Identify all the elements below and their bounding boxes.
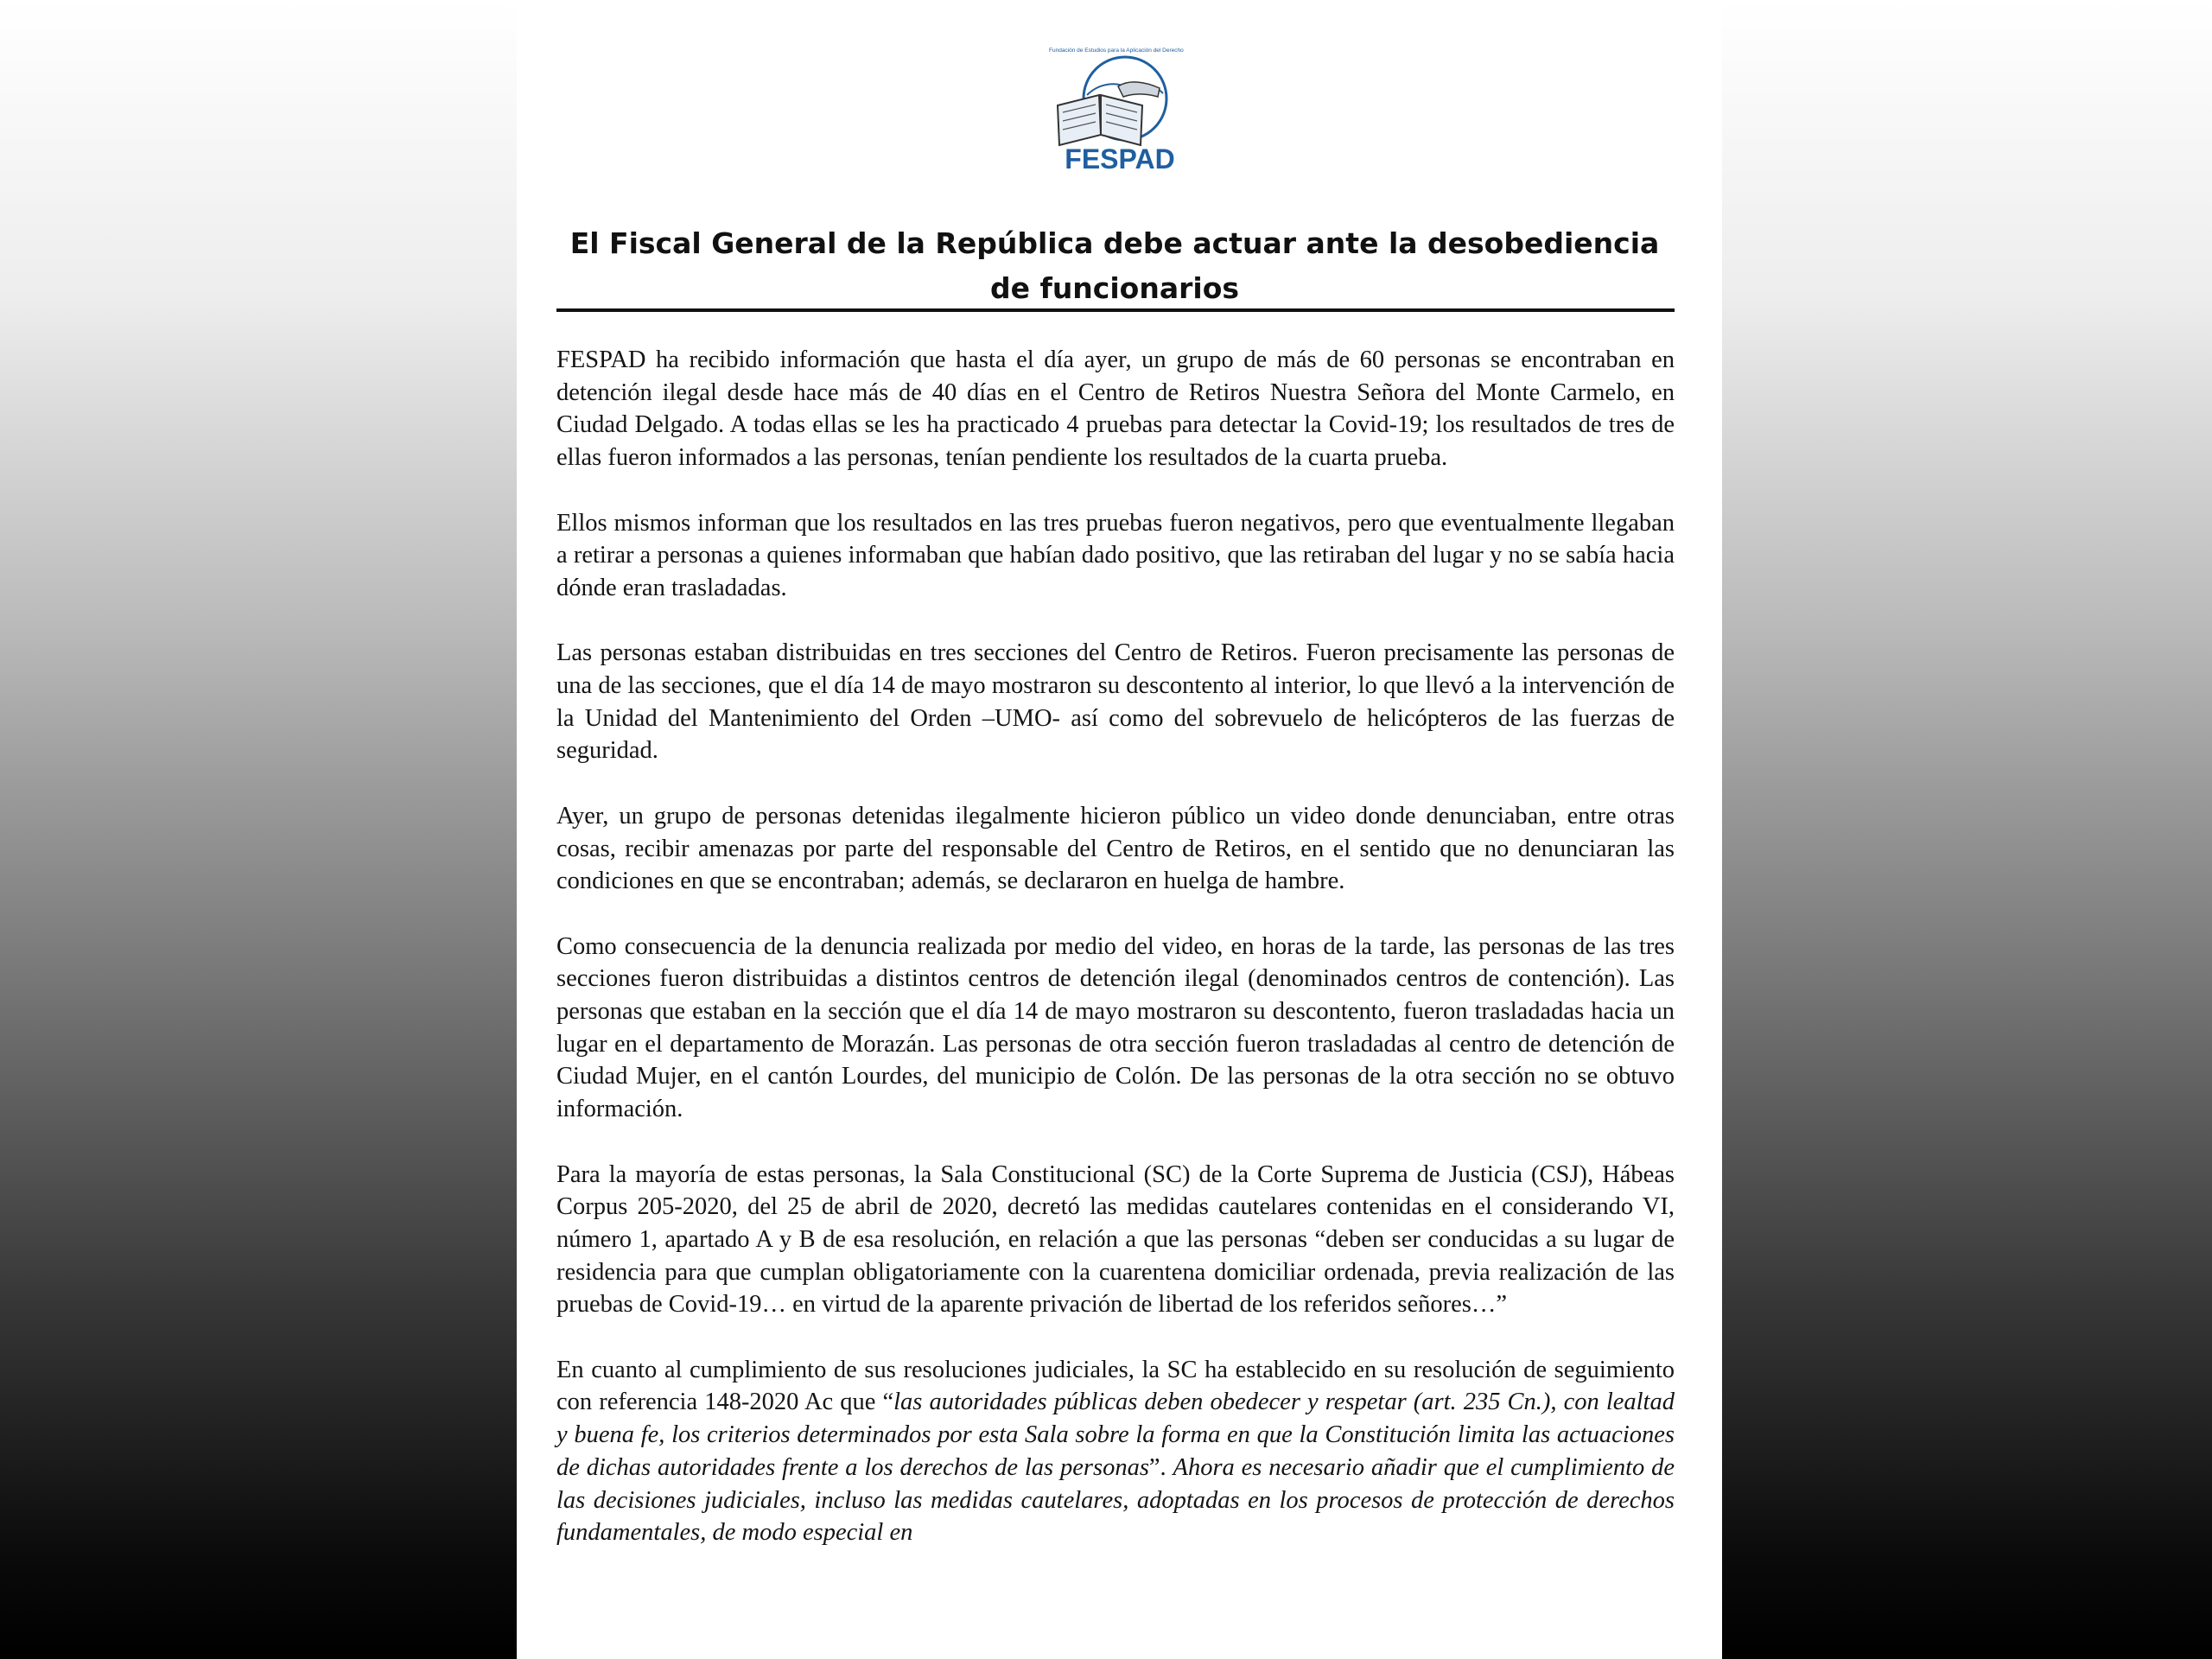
document-body [556,344,1675,1582]
logo-text: FESPAD [1065,143,1175,175]
paragraph: FESPAD ha recibido información que hasta el día ayer, un grupo de más de 60 personas se encontraban en detención ilegal desde hace más de 40 días en el Centro de Retiros Nuestra Señora del Monte Carmelo, en Ciudad Delgado. A todas ellas se les ha practicado 4 pruebas para detectar la Covid-19; los resultados de tres de ellas fueron informados a las personas, tenían pendiente los resultados de la cuarta prueba. [556,346,1675,472]
title-divider [556,308,1675,312]
paragraph-tail: Ahora es necesario añadir que el cumplimiento de las decisiones judiciales, incluso las medidas cautelares, adoptadas en los procesos de protección de derechos fundamentales, de modo especial en [556,1453,1675,1547]
quoted-text: las autoridades públicas deben obedecer y respetar (art. 235 Cn.), con lealtad y buena fe, los criterios determinados por esta Sala sobre la forma en que la Constitución limita las actuaciones de dichas autoridades frente a los derechos de las personas [556,1389,1675,1481]
paragraph: Como consecuencia de la denuncia realizada por medio del video, en horas de la tarde, las personas de las tres secciones fueron distribuidas a distintos centros de detención ilegal (denominados centros de contención). Las personas que estaban en la sección que el día 14 de mayo mostraron su descontento, fueron trasladadas hacia un lugar en el departamento de Morazán. Las personas de otra sección fueron trasladadas al centro de detención de Ciudad Mujer, en el cantón Lourdes, del municipio de Colón. De las personas de la otra sección no se obtuvo información. [556,932,1675,1123]
paragraph: Para la mayoría de estas personas, la Sala Constitucional (SC) de la Corte Suprema de Justicia (CSJ), Hábeas Corpus 205-2020, del 25 de abril de 2020, decretó las medidas cautelares contenidas en el considerando VI, número 1, apartado A y B de esa resolución, en relación a que las personas “deben ser conducidas a su lugar de residencia para que cumplan obligatoriamente con la cuarentena domiciliar ordenada, previa realización de las pruebas de Covid-19… en virtud de la aparente privación de libertad de los referidos señores…” [556,1160,1675,1319]
open-book-icon [1058,95,1142,145]
document-title: El Fiscal General de la República debe actuar ante la desobediencia de funcionarios [569,226,1660,305]
paragraph-last [556,1354,1675,1549]
hand-icon [1118,82,1160,97]
quote-close: ”. [1148,1453,1173,1481]
document-page [517,0,1722,1659]
paragraph-lead: En cuanto al cumplimiento de sus resoluciones judiciales, la SC ha establecido en su resolución de seguimiento con referencia 148-2020 Ac que “ [556,1356,1675,1416]
paragraph: Ellos mismos informan que los resultados en las tres pruebas fueron negativos, pero que eventualmente llegaban a retirar a personas a quienes informaban que habían dado positivo, que las retiraban del lugar y no se sabía hacia dónde eran trasladadas. [556,509,1675,601]
logo-tagline: Fundación de Estudios para la Aplicación del Derecho [1049,48,1184,54]
paragraph: Las personas estaban distribuidas en tres secciones del Centro de Retiros. Fueron precisamente las personas de una de las secciones, que el día 14 de mayo mostraron su descontento al interior, lo que llevó a la intervención de la Unidad del Mantenimiento del Orden –UMO- así como del sobrevuelo de helicópteros de las fuerzas de seguridad. [556,639,1675,765]
fespad-logo [1032,45,1208,175]
paragraph: Ayer, un grupo de personas detenidas ilegalmente hicieron público un video donde denunciaban, entre otras cosas, recibir amenazas por parte del responsable del Centro de Retiros, en el sentido que no denunciaran las condiciones en que se encontraban; además, se declararon en huelga de hambre. [556,802,1675,895]
